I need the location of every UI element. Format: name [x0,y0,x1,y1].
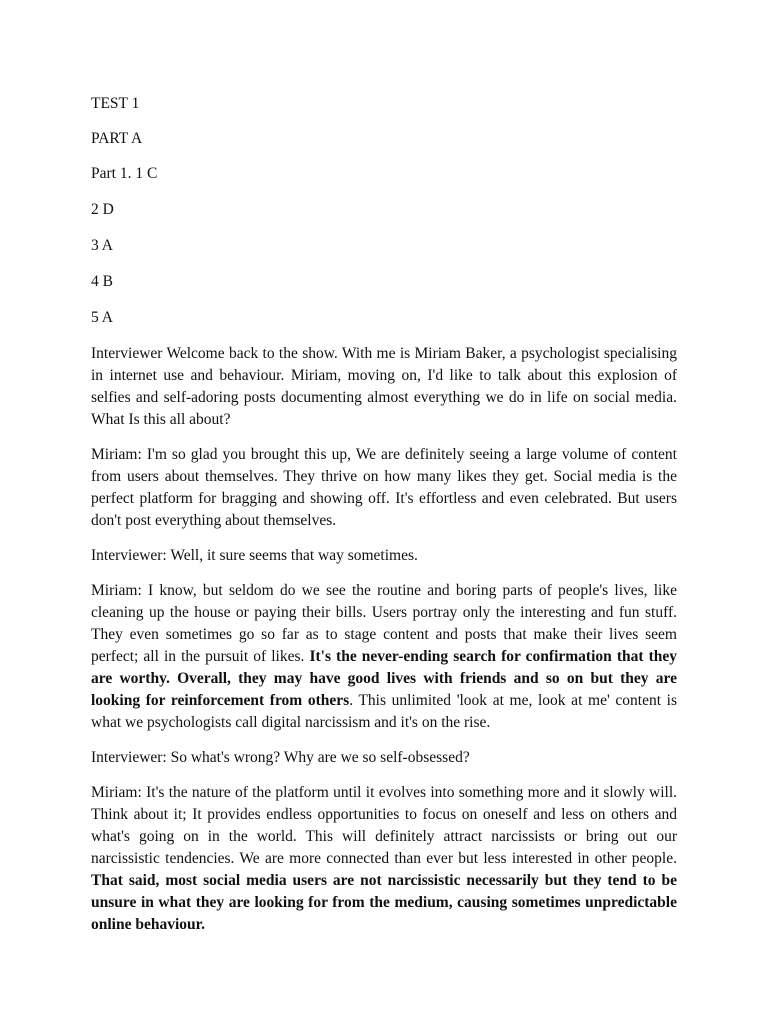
miriam-paragraph-2-text-a: Miriam: I know, but seldom do we see the routine and boring parts of people's lives, like cleaning up the house or paying their bills. Users portray only the interesting and fun stuff. They even sometimes go so far as to stage content and posts that make their lives seem perfect; all in the pursuit of likes. [91,582,677,665]
miriam-paragraph-3-text: Miriam: It's the nature of the platform until it evolves into something more and it slowly will. Think about it; It provides endless opportunities to focus on oneself and less on others and what's going on in the world. This will definitely attract narcissists or bring out our narcissistic tendencies. We are more connected than ever but less interested in other people. [91,784,677,867]
answer-line-3: 3 A [91,237,113,254]
miriam-paragraph-2-highlight: It's the never-ending search for confirmation that they are worthy. Overall, they may have good lives with friends and so on but they are looking for reinforcement from others [91,648,677,709]
miriam-paragraph-3 [91,782,677,936]
interviewer-paragraph-1: Interviewer Welcome back to the show. With me is Miriam Baker, a psychologist specialising in internet use and behaviour. Miriam, moving on, I'd like to talk about this explosion of selfies and self-adoring posts documenting almost everything we do in life on social media. What Is this all about? [91,345,677,428]
answer-line-2: 2 D [91,201,114,218]
interviewer-paragraph-3: Interviewer: So what's wrong? Why are we so self-obsessed? [91,749,470,766]
miriam-paragraph-2-text-b: . This unlimited 'look at me, look at me' content is what we psychologists call digital narcissism and it's on the rise. [91,692,677,731]
test-heading: TEST 1 [91,95,140,112]
miriam-paragraph-3-highlight: That said, most social media users are not narcissistic necessarily but they tend to be unsure in what they are looking for from the medium, causing sometimes unpredictable online behaviour. [91,872,677,933]
part-heading: PART A [91,130,143,147]
answer-line-1: Part 1. 1 C [91,165,158,182]
miriam-paragraph-1: Miriam: I'm so glad you brought this up, We are definitely seeing a large volume of content from users about themselves. They thrive on how many likes they get. Social media is the perfect platform for bragging and showing off. It's effortless and even celebrated. But users don't post everything about themselves. [91,446,677,529]
miriam-paragraph-2 [91,580,677,734]
answer-line-5: 5 A [91,309,113,326]
interviewer-paragraph-2: Interviewer: Well, it sure seems that way sometimes. [91,547,418,564]
answer-line-4: 4 B [91,273,113,290]
